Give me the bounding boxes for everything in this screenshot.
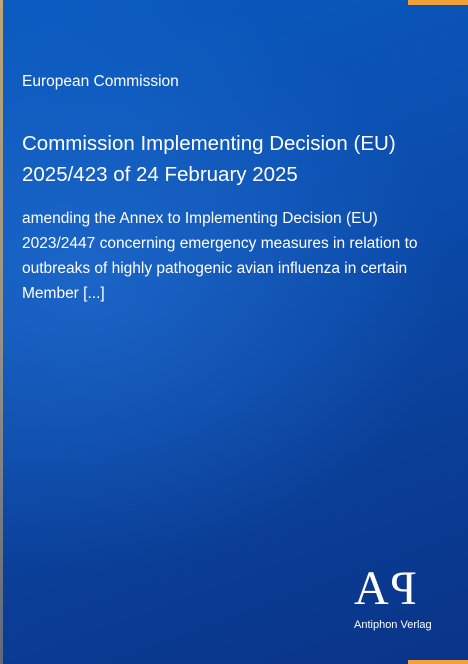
publisher-name: Antiphon Verlag: [354, 619, 432, 631]
publisher-logo-mark: [354, 562, 434, 615]
publisher-logo: [354, 562, 434, 615]
publisher-logo-letter-p: P: [390, 562, 417, 615]
accent-bar-top: [408, 0, 468, 5]
author-name: European Commission: [22, 73, 179, 90]
book-title: [22, 128, 442, 190]
book-subtitle: amending the Annex to Implementing Decision (EU) 2023/2447 concerning emergency measures in relation to outbreaks of highly pathogenic avian influenza in certain Member [...]: [22, 210, 418, 302]
book-title-line-2: 2025/423 of 24 February 2025: [22, 163, 298, 186]
cover-left-edge: [0, 0, 3, 664]
book-title-line-1: Commission Implementing Decision (EU): [22, 132, 396, 155]
accent-bar-bottom: [408, 660, 468, 664]
publisher-logo-letter-a: A: [354, 562, 389, 615]
